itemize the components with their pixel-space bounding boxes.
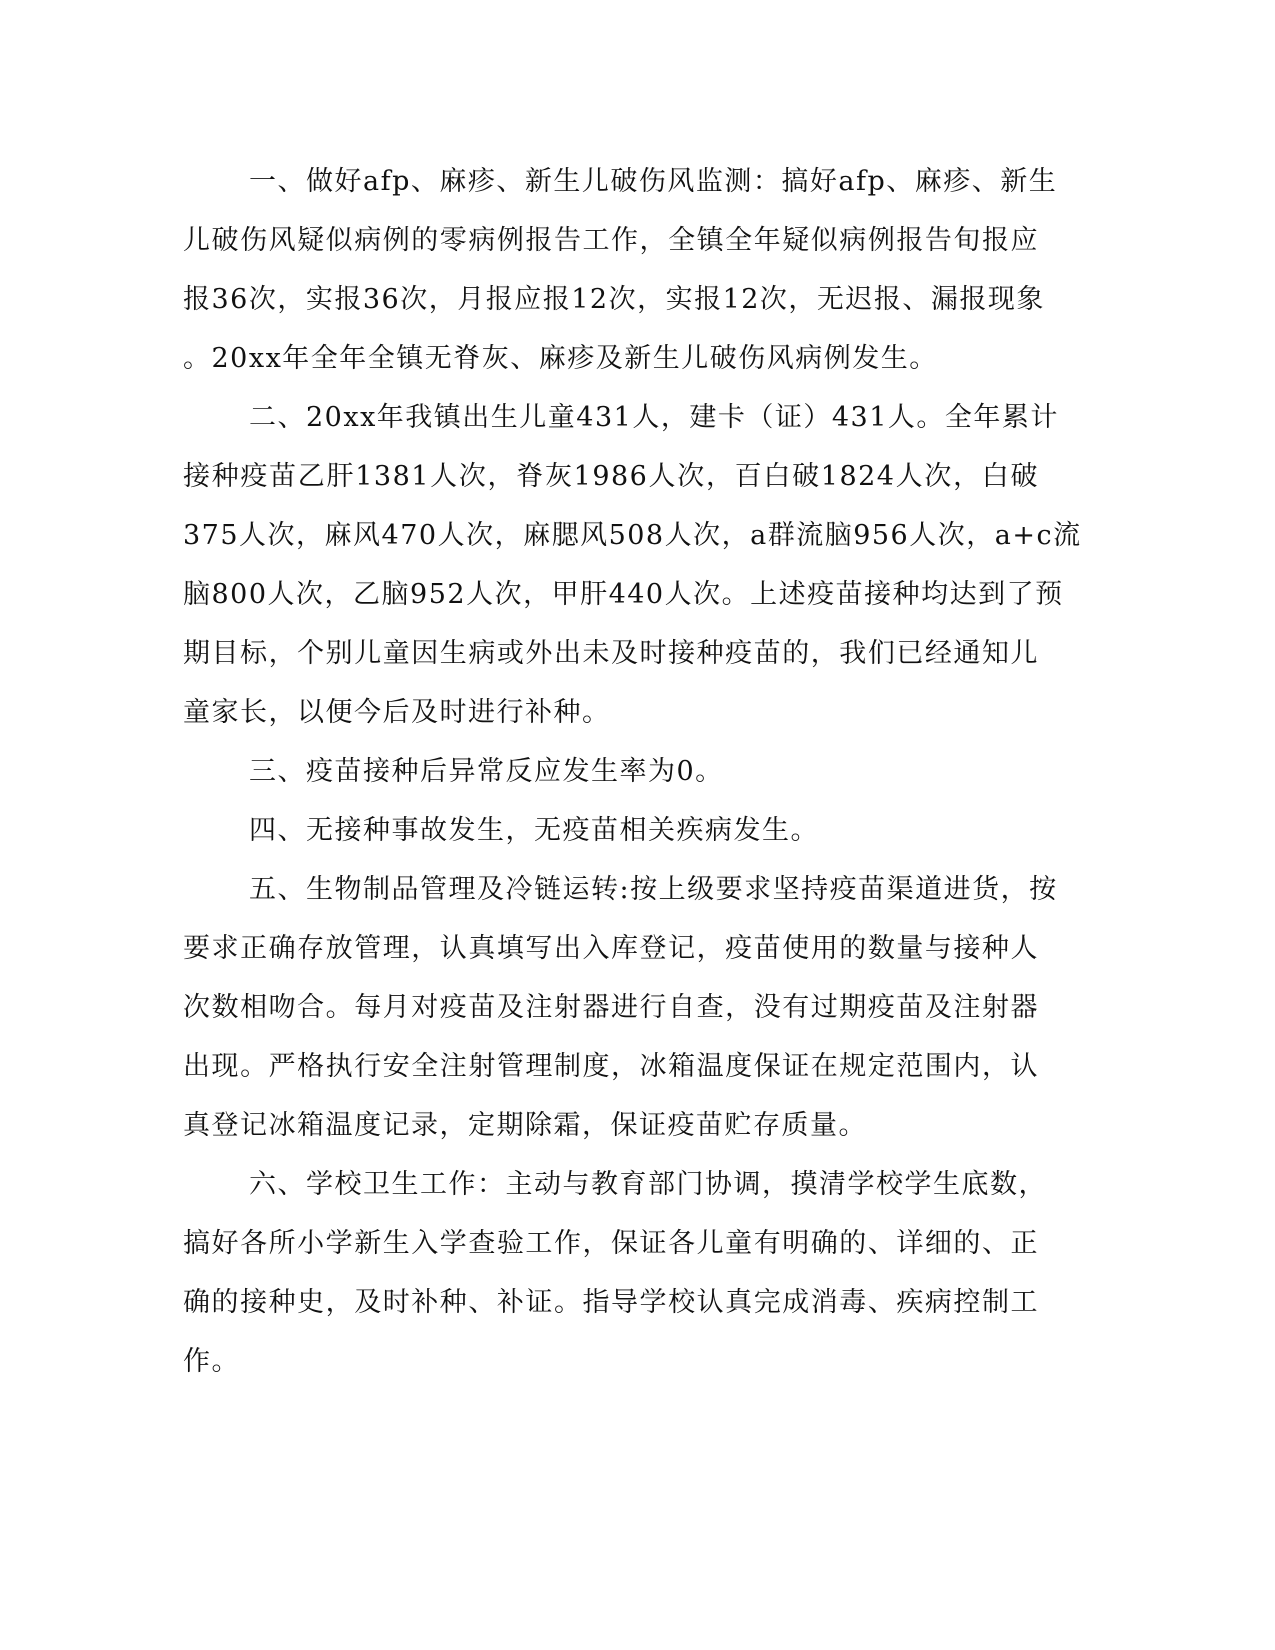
paragraph-3-line-1: 三、疫苗接种后异常反应发生率为0。: [249, 756, 724, 787]
paragraph-2-line-3: 375人次，麻风470人次，麻腮风508人次，a群流脑956人次，a+c流: [183, 520, 1082, 551]
paragraph-4-line-1: 四、无接种事故发生，无疫苗相关疾病发生。: [249, 815, 819, 846]
paragraph-6-line-2: 搞好各所小学新生入学查验工作，保证各儿童有明确的、详细的、正: [183, 1228, 1039, 1259]
paragraph-2-line-1: 二、20xx年我镇出生儿童431人，建卡（证）431人。全年累计: [249, 402, 1059, 433]
paragraph-2-line-5: 期目标，个别儿童因生病或外出未及时接种疫苗的，我们已经通知儿: [183, 638, 1039, 669]
paragraph-6-line-4: 作。: [183, 1346, 240, 1377]
paragraph-5-line-2: 要求正确存放管理，认真填写出入库登记，疫苗使用的数量与接种人: [183, 933, 1039, 964]
paragraph-2-line-6: 童家长，以便今后及时进行补种。: [183, 697, 611, 728]
paragraph-1-line-2: 儿破伤风疑似病例的零病例报告工作，全镇全年疑似病例报告旬报应: [183, 225, 1039, 256]
paragraph-2-line-4: 脑800人次，乙脑952人次，甲肝440人次。上述疫苗接种均达到了预: [183, 579, 1064, 610]
paragraph-1-line-1: 一、做好afp、麻疹、新生儿破伤风监测：搞好afp、麻疹、新生: [249, 166, 1058, 197]
paragraph-2-line-2: 接种疫苗乙肝1381人次，脊灰1986人次，百白破1824人次，白破: [183, 461, 1039, 492]
paragraph-6-line-1: 六、学校卫生工作：主动与教育部门协调，摸清学校学生底数，: [249, 1169, 1047, 1200]
paragraph-5-line-4: 出现。严格执行安全注射管理制度，冰箱温度保证在规定范围内，认: [183, 1051, 1039, 1082]
paragraph-1-line-3: 报36次，实报36次，月报应报12次，实报12次，无迟报、漏报现象: [183, 284, 1045, 315]
paragraph-5-line-5: 真登记冰箱温度记录，定期除霜，保证疫苗贮存质量。: [183, 1110, 867, 1141]
paragraph-1-line-4: 。20xx年全年全镇无脊灰、麻疹及新生儿破伤风病例发生。: [183, 343, 938, 374]
paragraph-5-line-3: 次数相吻合。每月对疫苗及注射器进行自查，没有过期疫苗及注射器: [183, 992, 1039, 1023]
document-body: [183, 152, 1082, 1391]
paragraph-6-line-3: 确的接种史，及时补种、补证。指导学校认真完成消毒、疾病控制工: [183, 1287, 1039, 1318]
paragraph-5-line-1: 五、生物制品管理及冷链运转:按上级要求坚持疫苗渠道进货，按: [249, 874, 1058, 905]
